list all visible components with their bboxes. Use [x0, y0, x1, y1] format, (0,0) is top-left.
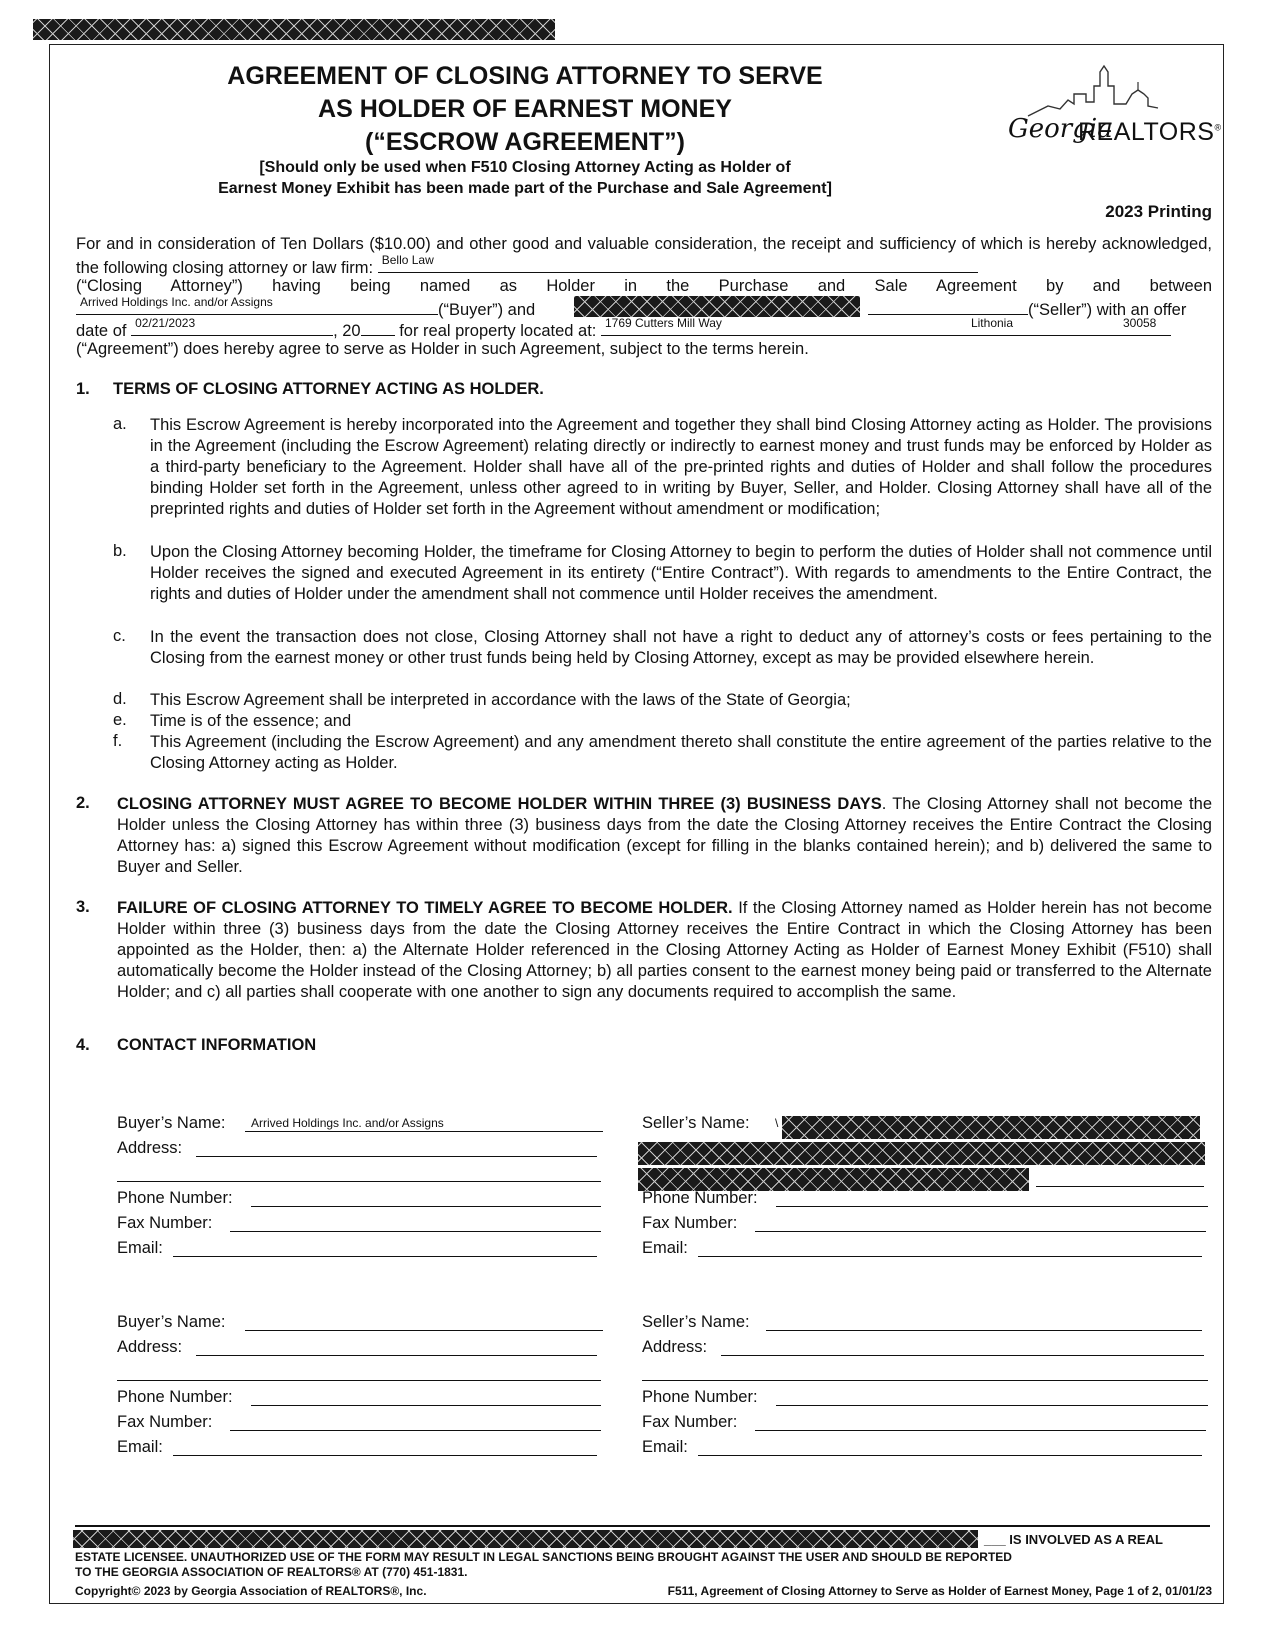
buyer1-email-field[interactable]	[173, 1256, 597, 1257]
buyer1-phone-field[interactable]	[251, 1206, 601, 1207]
buyer2-address-field[interactable]	[196, 1355, 597, 1356]
item-e-letter: e.	[113, 711, 127, 729]
buyer1-address-field[interactable]	[196, 1156, 597, 1157]
section-3-number: 3.	[76, 898, 90, 916]
item-a-letter: a.	[113, 415, 127, 433]
buyer1-address-row-2	[117, 1161, 601, 1185]
buyer2-fax-row: Fax Number:	[117, 1410, 601, 1434]
footer-form-id: F511, Agreement of Closing Attorney to Serve as Holder of Earnest Money, Page 1 of 2, 01/01/23	[667, 1584, 1212, 1598]
buyer2-email-field[interactable]	[173, 1455, 597, 1456]
seller2-address-row: Address:	[642, 1335, 1204, 1359]
section-2-number: 2.	[76, 794, 90, 812]
item-c-text: In the event the transaction does not close, Closing Attorney shall not have a right to deduct any of attorney’s costs or fees pertaining to the Closing from the earnest money or other trust funds being held by Closing Attorney, except as may be provided elsewhere herein.	[150, 628, 1212, 667]
seller1-name-row: Seller’s Name: \	[642, 1114, 779, 1132]
buyer-field[interactable]: Arrived Holdings Inc. and/or Assigns	[76, 297, 438, 315]
item-f-text: This Agreement (including the Escrow Agreement) and any amendment thereto shall constitute the entire agreement of the parties relative to the Closing Attorney acting as Holder.	[150, 733, 1212, 772]
buyer2-fax-field[interactable]	[230, 1430, 601, 1431]
document-subtitle: [Should only be used when F510 Closing Attorney Acting as Holder of Earnest Money Exhibit has been made part of the Purchase and Sale Agreement]	[218, 159, 832, 197]
item-e-text: Time is of the essence; and	[150, 712, 352, 730]
item-a-text: This Escrow Agreement is hereby incorporated into the Agreement and together they shall bind Closing Attorney acting as Holder. The provisions in the Agreement (including the Escrow Agreement) relating directly or indirectly to earnest money and trust funds may be enforced by Holder as a third-party beneficiary to the Agreement. Holder shall have all of the pre-printed rights and duties of Holder and shall follow the procedures binding Holder set forth in the Agreement, unless other agreed to in writing by Buyer, Seller, and Holder. Closing Attorney shall have all of the preprinted rights and duties of Holder set forth in the Agreement without amendment or modification;	[150, 416, 1212, 518]
footer-copyright: Copyright© 2023 by Georgia Association of REALTORS®, Inc.	[75, 1584, 427, 1598]
buyer2-address-row-2	[117, 1360, 601, 1384]
item-b-text: Upon the Closing Attorney becoming Holder, the timeframe for Closing Attorney to begin to perform the duties of Holder shall not commence until Holder receives the signed and executed Agreement in its entirety (“Entire Contract”). With regards to amendments to the Entire Contract, the rights and duties of Holder under the amendment shall not commence until Holder receives the amendment.	[150, 543, 1212, 603]
item-b-letter: b.	[113, 542, 127, 560]
seller2-fax-field[interactable]	[755, 1430, 1206, 1431]
seller1-phone-field[interactable]	[776, 1206, 1208, 1207]
seller2-address-field[interactable]	[721, 1355, 1204, 1356]
section-2-text: CLOSING ATTORNEY MUST AGREE TO BECOME HOLDER WITHIN THREE (3) BUSINESS DAYS. The Closing Attorney shall not become the Holder unless the Closing Attorney has within three (3) business days from the date the Closing Attorney receives the Entire Contract the Closing Attorney has: a) signed this Escrow Agreement without modification (except for filling in the blanks contained herein); and b) delivered the same to Buyer and Seller.	[117, 795, 1212, 876]
item-d-letter: d.	[113, 690, 127, 708]
footer-warning: ESTATE LICENSEE. UNAUTHORIZED USE OF THE FORM MAY RESULT IN LEGAL SANCTIONS BEING BROUGHT AGAINST THE USER AND SHOULD BE REPORTED TO THE GEORGIA ASSOCIATION OF REALTORS® AT (770) 451-1831.	[75, 1550, 1012, 1579]
seller2-email-row: Email:	[642, 1435, 1202, 1459]
section-1-heading: TERMS OF CLOSING ATTORNEY ACTING AS HOLDER.	[113, 380, 544, 398]
buyer2-phone-field[interactable]	[251, 1405, 601, 1406]
buyer1-email-row: Email:	[117, 1236, 597, 1260]
buyer2-name-field[interactable]	[245, 1330, 603, 1331]
offer-date-field[interactable]: 02/21/2023	[131, 318, 333, 336]
seller2-fax-row: Fax Number:	[642, 1410, 1206, 1434]
footer-involved: ___ IS INVOLVED AS A REAL	[984, 1532, 1163, 1547]
item-f-letter: f.	[113, 732, 123, 750]
printing-year: 2023 Printing	[1105, 202, 1212, 221]
seller2-phone-row: Phone Number:	[642, 1385, 1208, 1409]
buyer1-fax-row: Fax Number:	[117, 1211, 601, 1235]
buyer2-address-row: Address:	[117, 1335, 597, 1359]
seller2-phone-field[interactable]	[776, 1405, 1208, 1406]
seller1-email-field[interactable]	[698, 1256, 1202, 1257]
intro-line-5: (“Agreement”) does hereby agree to serve as Holder in such Agreement, subject to the terms herein.	[76, 340, 809, 358]
law-firm-field[interactable]: Bello Law	[378, 255, 978, 273]
buyer1-phone-row: Phone Number:	[117, 1186, 601, 1210]
buyer1-address-row: Address:	[117, 1136, 597, 1160]
buyer1-name-row: Buyer’s Name: Arrived Holdings Inc. and/or Assigns	[117, 1111, 603, 1135]
section-4-number: 4.	[76, 1036, 90, 1054]
section-3-text: FAILURE OF CLOSING ATTORNEY TO TIMELY AGREE TO BECOME HOLDER. If the Closing Attorney named as Holder herein has not become Holder within three (3) business days from the date the Closing Attorney receives the Entire Contract in which the Closing Attorney has been appointed as the Holder, then: a) the Alternate Holder referenced in the Closing Attorney Acting as Holder of Earnest Money Exhibit (F510) shall automatically become the Holder instead of the Closing Attorney; b) all parties consent to the earnest money being paid or transferred to the Alternate Holder; and c) all parties shall cooperate with one another to sign any documents required to accomplish the same.	[117, 899, 1213, 1001]
item-d-text: This Escrow Agreement shall be interpreted in accordance with the laws of the State of Georgia;	[150, 691, 851, 709]
buyer2-email-row: Email:	[117, 1435, 597, 1459]
redacted-seller-name-1	[782, 1116, 1200, 1139]
seller2-email-field[interactable]	[698, 1455, 1202, 1456]
section-4-heading: CONTACT INFORMATION	[117, 1036, 317, 1054]
seller1-phone-row: Phone Number:	[642, 1186, 1208, 1210]
document-title: AGREEMENT OF CLOSING ATTORNEY TO SERVE AS HOLDER OF EARNEST MONEY (“ESCROW AGREEMENT”)	[227, 62, 823, 156]
year-field[interactable]	[361, 318, 395, 336]
georgia-realtors-logo: Georgia REALTORS®	[1008, 64, 1220, 164]
buyer2-name-row: Buyer’s Name:	[117, 1310, 603, 1334]
property-address-field[interactable]: 1769 Cutters Mill Way Lithonia 30058	[601, 318, 1171, 336]
intro-seller-line: (“Seller”) with an offer	[868, 297, 1186, 321]
footer-rule	[75, 1525, 1210, 1527]
seller2-name-field[interactable]	[766, 1330, 1202, 1331]
buyer1-fax-field[interactable]	[230, 1231, 601, 1232]
intro-paragraph: For and in consideration of Ten Dollars ($10.00) and other good and valuable consideration, the receipt and sufficiency of which is hereby acknowledged, the following closing attorney or law firm: Bello Law	[76, 235, 1212, 277]
buyer2-phone-row: Phone Number:	[117, 1385, 601, 1409]
seller2-address-row-2	[642, 1360, 1208, 1384]
redacted-seller-address-1	[638, 1142, 1205, 1165]
redacted-licensee-name	[73, 1530, 978, 1548]
intro-line-4: date of 02/21/2023 , 20 for real property located at: 1769 Cutters Mill Way Lithonia 30058	[76, 318, 1212, 342]
seller1-email-row: Email:	[642, 1236, 1202, 1260]
seller1-fax-field[interactable]	[755, 1231, 1206, 1232]
item-c-letter: c.	[113, 627, 126, 645]
buyer1-address-field-2[interactable]	[117, 1181, 601, 1182]
intro-line-2: (“Closing Attorney”) having being named as Holder in the Purchase and Sale Agreement by and between	[76, 277, 1212, 295]
buyer1-name-field[interactable]	[245, 1131, 603, 1132]
seller2-name-row: Seller’s Name:	[642, 1310, 1202, 1334]
intro-line-3: Arrived Holdings Inc. and/or Assigns (“Buyer”) and	[76, 297, 1212, 321]
section-1-number: 1.	[76, 380, 90, 398]
redacted-header-bar	[33, 19, 555, 40]
buyer2-address-field-2[interactable]	[117, 1380, 601, 1381]
seller2-address-field-2[interactable]	[642, 1380, 1208, 1381]
seller1-fax-row: Fax Number:	[642, 1211, 1206, 1235]
